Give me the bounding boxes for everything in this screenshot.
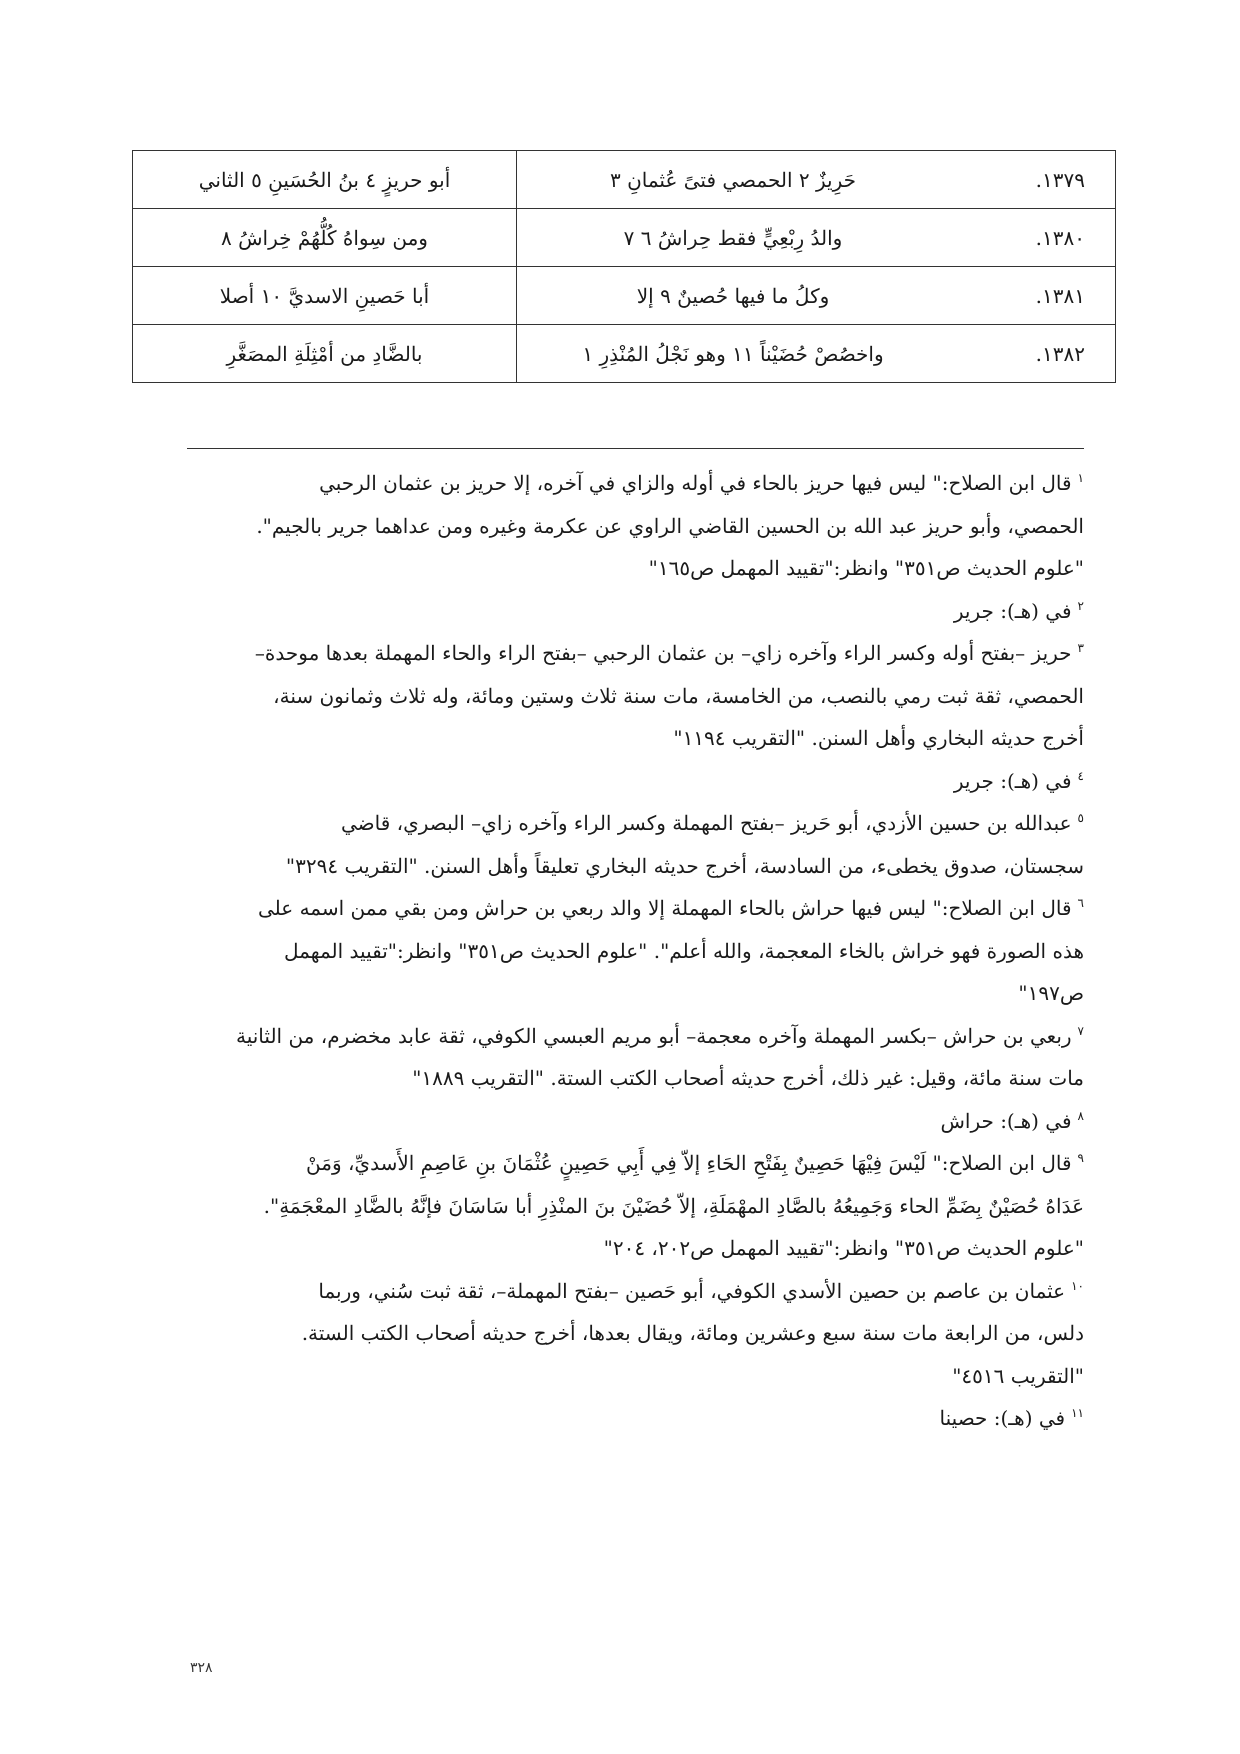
verse-number: ١٣٨٢. [949, 325, 1116, 383]
footnote-line: أخرج حديثه البخاري وأهل السنن. "التقريب ١١٩٤" [673, 726, 1084, 750]
verse-second-hemistich: ومن سِواهُ كُلُّهُمْ خِراشُ ٨ [133, 209, 517, 267]
footnote-line: $^٢$في (هـ): جرير [953, 598, 1084, 623]
verse-first-hemistich: حَرِيزٌ ٢ الحمصي فتىً عُثمانِ ٣ [517, 151, 950, 209]
verse-first-hemistich: وكلُ ما فيها حُصينٌ ٩ إلا [517, 267, 950, 325]
footnote [187, 760, 1084, 803]
footnote-line: مات سنة مائة، وقيل: غير ذلك، أخرج حديثه أصحاب الكتب الستة. "التقريب ١٨٨٩" [412, 1066, 1084, 1090]
verse-number: ١٣٧٩. [949, 151, 1116, 209]
verse-row [133, 325, 1116, 383]
footnote-line: $^٣$حريز –بفتح أوله وكسر الراء وآخره زاي– بن عثمان الرحبي –بفتح الراء والحاء المهملة بعدها موحدة– [254, 641, 1084, 665]
verse-first-hemistich: واخصُصْ حُضَيْناً ١١ وهو نَجْلُ المُنْذِرِ ١ [517, 325, 950, 383]
footnote-line: $^٩$قال ابن الصلاح:" لَيْسَ فِيْهَا حَصِينٌ بِفَتْحِ الحَاءِ إلاّ فِي أَبِي حَصِينٍ عُثْمَانَ بنِ عَاصِمِ الأَسديِّ، وَمَنْ [306, 1151, 1084, 1175]
footnote-line: $^٥$عبدالله بن حسين الأزدي، أبو حَريز –بفتح المهملة وكسر الراء وآخره زاي– البصري، قاضي [340, 811, 1084, 835]
footnote-line: ص١٩٧" [1018, 981, 1084, 1005]
footnote [187, 462, 1084, 590]
verse-row [133, 267, 1116, 325]
footnote [187, 887, 1084, 1015]
footnote-line: $^٦$قال ابن الصلاح:" ليس فيها حراش بالحاء المهملة إلا والد ربعي بن حراش ومن بقي ممن اسمه على [258, 896, 1084, 920]
verse-table [132, 150, 1116, 383]
footnote [187, 1142, 1084, 1270]
footnote [187, 1270, 1084, 1398]
footnote-mark: ١٠ [1071, 1278, 1084, 1293]
footnote-mark: ١ [1077, 471, 1084, 486]
footnote-separator [187, 448, 1084, 449]
footnote-line: "التقريب ٤٥١٦" [952, 1363, 1084, 1388]
footnote-line: $^٨$في (هـ): حراش [940, 1108, 1084, 1133]
footnote-line: دلس، من الرابعة مات سنة سبع وعشرين ومائة، ويقال بعدها، أخرج حديثه أصحاب الكتب الستة. [301, 1321, 1084, 1345]
footnote-mark: ١١ [1071, 1406, 1084, 1421]
footnote-line: عَدَاهُ حُصَيْنٌ بِضَمِّ الحاء وَجَمِيعُهُ بالصَّادِ المهْمَلَةِ، إلاّ حُضَيْنَ بنَ المنْذِرِ أبا سَاسَانَ فإنَّهُ بالضَّادِ المعْجَمَةِ". [263, 1193, 1084, 1218]
verse-second-hemistich: بالضَّادِ من أمْثِلَةِ المصَغَّرِ [133, 325, 517, 383]
footnote-line: $^{١١}$في (هـ): حصينا [939, 1406, 1084, 1430]
footnote-mark: ٥ [1077, 811, 1084, 826]
footnote-mark: ٧ [1077, 1023, 1084, 1038]
footnote-mark: ٦ [1077, 896, 1084, 911]
verse-number: ١٣٨١. [949, 267, 1116, 325]
footnote [187, 1100, 1084, 1143]
footnote-mark: ٤ [1077, 768, 1084, 783]
verse-row [133, 209, 1116, 267]
footnote-line: الحمصي، ثقة ثبت رمي بالنصب، من الخامسة، مات سنة ثلاث وستين ومائة، وله ثلاث وثمانون سنة، [273, 683, 1084, 708]
verse-second-hemistich: أبو حريزٍ ٤ بنُ الحُسَينِ ٥ الثاني [133, 151, 517, 209]
footnote-mark: ٢ [1077, 598, 1084, 613]
footnote-line: "علوم الحديث ص٣٥١" وانظر:"تقييد المهمل ص٢٠٢، ٢٠٤" [603, 1236, 1084, 1260]
footnote-line: "علوم الحديث ص٣٥١" وانظر:"تقييد المهمل ص١٦٥" [648, 556, 1084, 580]
footnote [187, 1397, 1084, 1440]
footnote-line: هذه الصورة فهو خراش بالخاء المعجمة، والله أعلم". "علوم الحديث ص٣٥١" وانظر:"تقييد المهمل [284, 938, 1084, 963]
footnote [187, 1015, 1084, 1100]
footnote-line: $^٤$في (هـ): جرير [953, 768, 1084, 793]
verse-number: ١٣٨٠. [949, 209, 1116, 267]
footnote [187, 802, 1084, 887]
footnote-mark: ٣ [1077, 641, 1084, 656]
footnote-mark: ٩ [1077, 1151, 1084, 1166]
footnote-line: $^١$قال ابن الصلاح:" ليس فيها حريز بالحاء في أوله والزاي في آخره، إلا حريز بن عثمان الرحبي [319, 471, 1084, 495]
footnote [187, 590, 1084, 633]
footnotes-section [187, 462, 1084, 1440]
footnote-line: الحمصي، وأبو حريز عبد الله بن الحسين القاضي الراوي عن عكرمة وغيره ومن عداهما جرير بالجيم". [256, 513, 1084, 538]
page-number: ٣٢٨ [190, 1660, 213, 1676]
footnote-line: $^٧$ربعي بن حراش –بكسر المهملة وآخره معجمة– أبو مريم العبسي الكوفي، ثقة عابد مخضرم، من الثانية [235, 1023, 1084, 1048]
footnote-mark: ٨ [1077, 1108, 1084, 1123]
footnote-line: سجستان، صدوق يخطىء، من السادسة، أخرج حديثه البخاري تعليقاً وأهل السنن. "التقريب ٣٢٩٤" [285, 853, 1084, 878]
verse-second-hemistich: أبا حَصينِ الاسديَّ ١٠ أصلا [133, 267, 517, 325]
verse-first-hemistich: والدُ رِبْعِيٍّ فقط حِراشُ ٦ ٧ [517, 209, 950, 267]
verse-row [133, 151, 1116, 209]
footnote [187, 632, 1084, 760]
footnote-line: $^{١٠}$عثمان بن عاصم بن حصين الأسدي الكوفي، أبو حَصين –بفتح المهملة–، ثقة ثبت سُني، وربما [318, 1278, 1084, 1303]
